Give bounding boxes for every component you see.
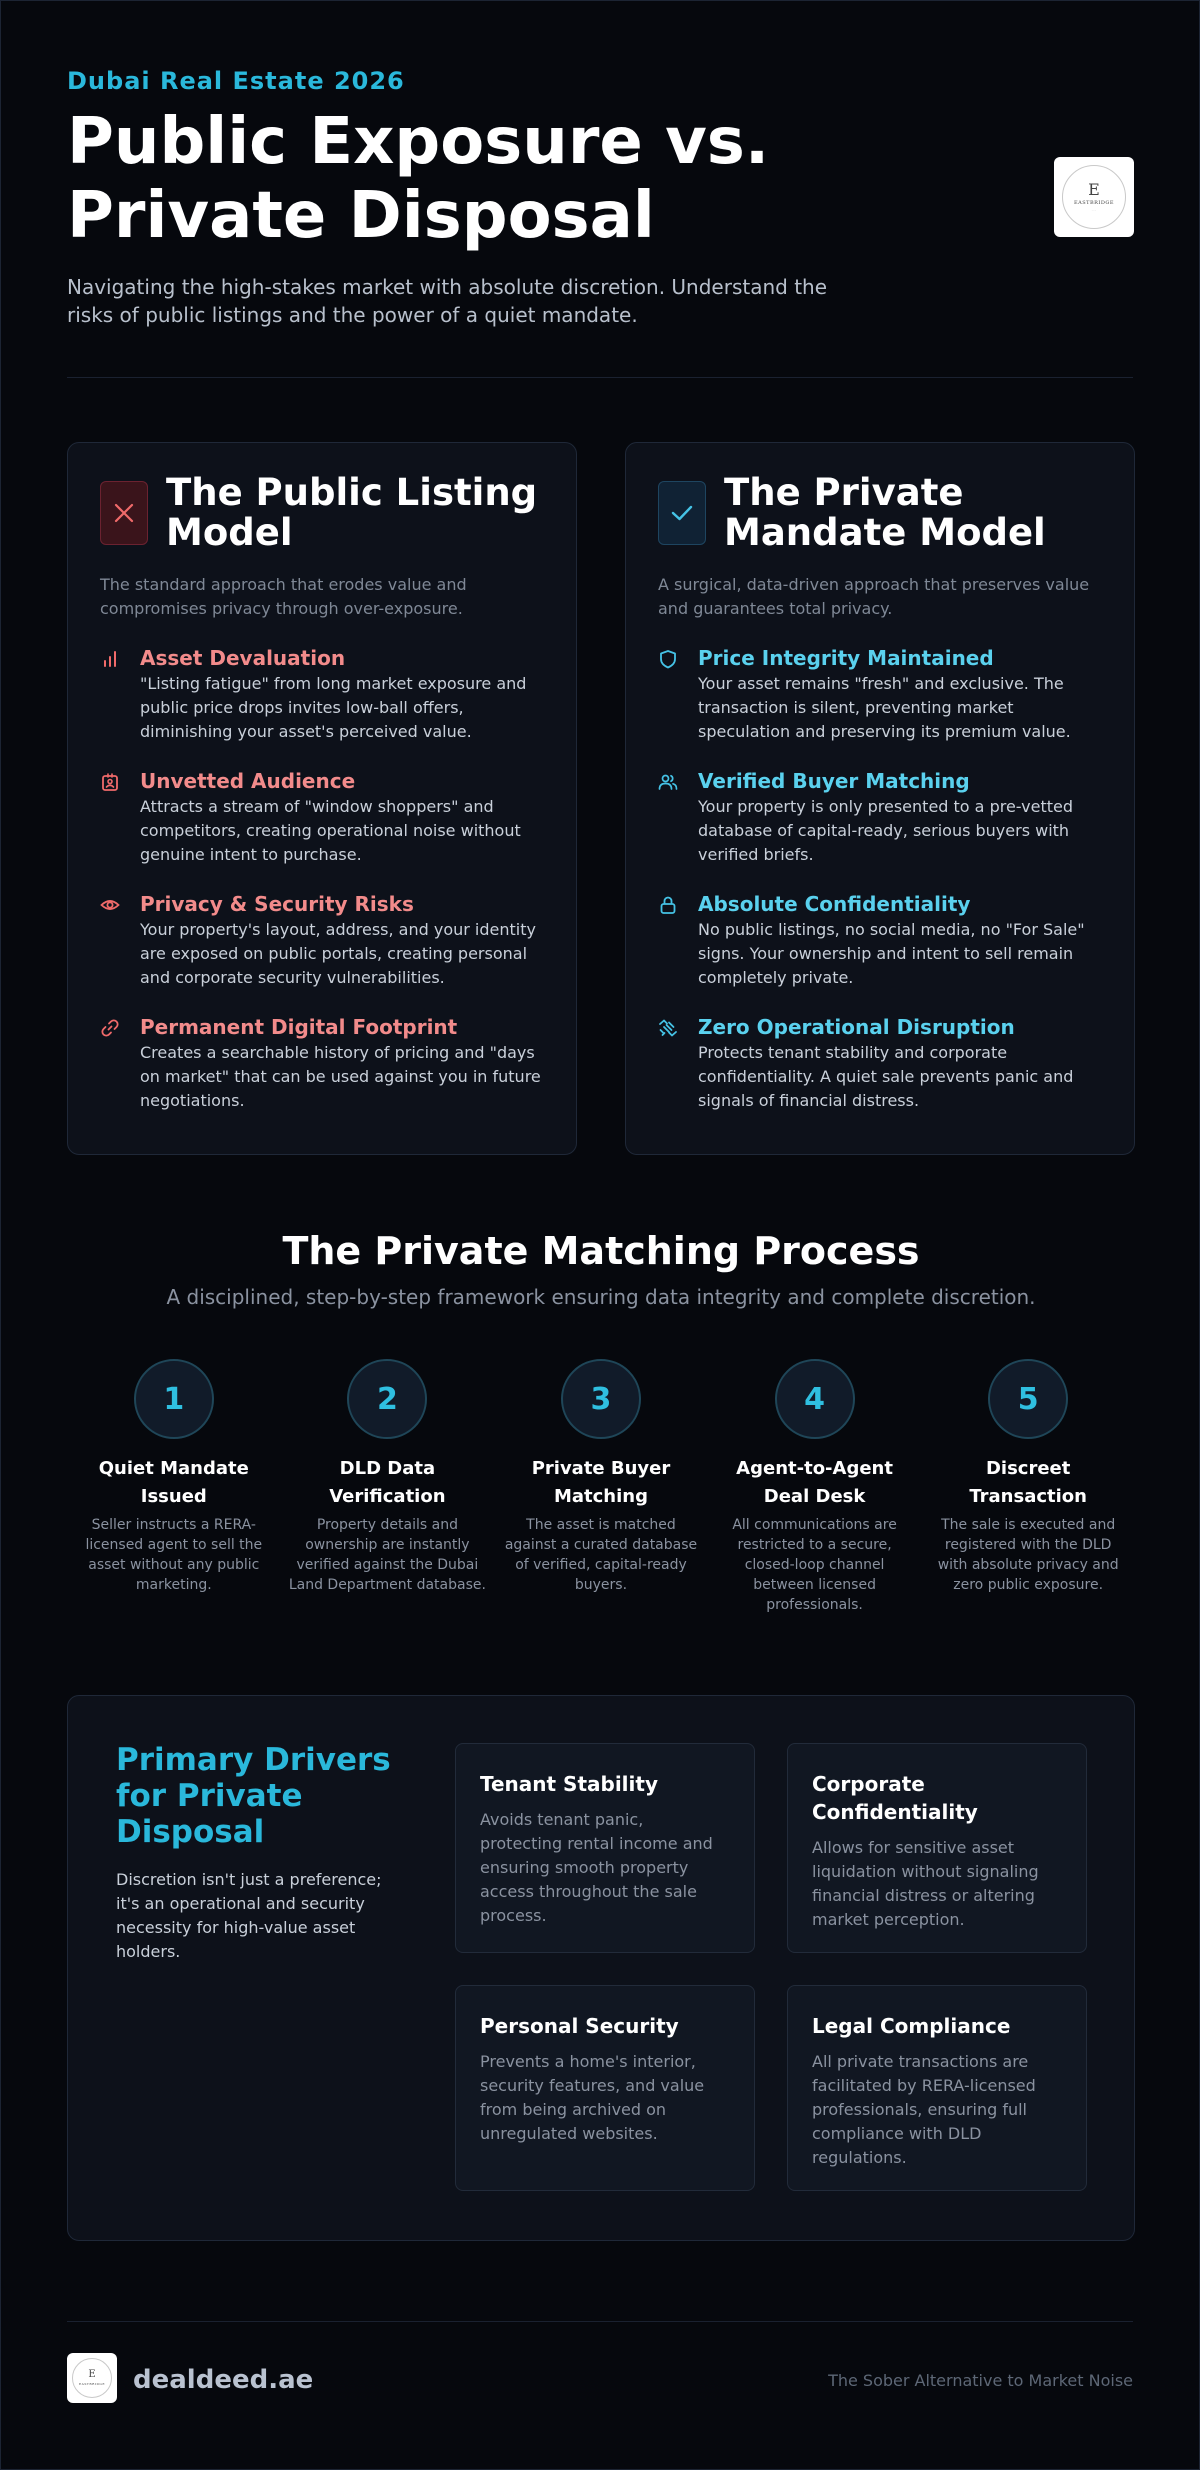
private-mandate-card [625, 442, 1135, 1155]
card-header [658, 473, 1102, 553]
driver-title: Legal Compliance [812, 2014, 1011, 2038]
list-item [100, 645, 544, 744]
header-divider [67, 377, 1133, 378]
item-title: Price Integrity Maintained [698, 646, 994, 670]
item-text: Creates a searchable history of pricing and "days on market" that can be used against you in future negotiations. [140, 1043, 541, 1110]
eyebrow-label: Dubai Real Estate 2026 [67, 67, 405, 95]
step-text: The asset is matched against a curated database of verified, capital-ready buyers. [504, 1517, 698, 1593]
footer-tagline: The Sober Alternative to Market Noise [828, 2371, 1133, 2390]
logo-fineprint: · · · [1091, 208, 1097, 212]
driver-card-corporate [787, 1743, 1087, 1953]
list-item [100, 1014, 544, 1113]
logo-seal [72, 2358, 112, 2398]
link-icon [100, 1018, 120, 1038]
item-title: Unvetted Audience [140, 769, 356, 793]
item-title: Asset Devaluation [140, 646, 346, 670]
item-text: Your property's layout, address, and your identity are exposed on public portals, creating personal and corporate security vulnerabilities. [140, 920, 536, 987]
footer-divider [67, 2321, 1133, 2322]
logo-seal [1062, 165, 1126, 229]
step-title: Private Buyer Matching [531, 1458, 671, 1507]
driver-title: Corporate Confidentiality [812, 1772, 978, 1824]
step-number: 4 [775, 1359, 855, 1439]
process-step [494, 1359, 708, 1615]
brand-logo-icon [1054, 157, 1134, 237]
footer-brand-link[interactable]: dealdeed.ae [133, 2365, 314, 2395]
drivers-title: Primary Drivers for Private Disposal [116, 1742, 391, 1850]
id-badge-icon [100, 772, 120, 792]
logo-wordmark: EASTBRIDGE [1073, 200, 1115, 206]
step-number: 1 [134, 1359, 214, 1439]
shield-icon [658, 649, 678, 669]
step-title: DLD Data Verification [329, 1458, 446, 1507]
step-number: 5 [988, 1359, 1068, 1439]
driver-card-legal [787, 1985, 1087, 2191]
eye-icon [100, 895, 120, 915]
process-step [281, 1359, 495, 1615]
step-number: 2 [347, 1359, 427, 1439]
item-text: Protects tenant stability and corporate confidentiality. A quiet sale prevents panic and signals of financial distress. [698, 1043, 1074, 1110]
list-item [658, 768, 1102, 867]
logo-monogram: E [1088, 180, 1100, 199]
item-text: "Listing fatigue" from long market exposure and public price drops invites low-ball offers, diminishing your asset's perceived value. [140, 674, 527, 741]
list-item [658, 1014, 1102, 1113]
driver-text: Allows for sensitive asset liquidation without signaling financial distress or altering market perception. [812, 1838, 1039, 1929]
step-title: Discreet Transaction [969, 1458, 1087, 1507]
card-description: The standard approach that erodes value and compromises privacy through over-exposure. [100, 575, 467, 618]
step-title: Agent-to-Agent Deal Desk [736, 1458, 893, 1507]
card-title: The Public Listing Model [166, 471, 538, 554]
driver-text: Prevents a home's interior, security features, and value from being archived on unregulated websites. [480, 2052, 705, 2143]
driver-title: Tenant Stability [480, 1772, 658, 1796]
list-item [100, 891, 544, 990]
driver-title: Personal Security [480, 2014, 679, 2038]
lock-icon [658, 895, 678, 915]
process-step [67, 1359, 281, 1615]
drivers-description: Discretion isn't just a preference; it's an operational and security necessity for high-value asset holders. [116, 1870, 382, 1961]
x-icon [100, 481, 148, 545]
step-text: Seller instructs a RERA-licensed agent to sell the asset without any public marketing. [85, 1517, 263, 1593]
item-title: Permanent Digital Footprint [140, 1015, 458, 1039]
page-subtitle: Navigating the high-stakes market with absolute discretion. Understand the risks of public listings and the power of a quiet mandate. [67, 275, 828, 327]
card-title: The Private Mandate Model [724, 471, 1046, 554]
item-title: Verified Buyer Matching [698, 769, 970, 793]
list-item [658, 891, 1102, 990]
step-text: All communications are restricted to a secure, closed-loop channel between licensed professionals. [732, 1517, 897, 1613]
process-step [708, 1359, 922, 1615]
item-text: No public listings, no social media, no "For Sale" signs. Your ownership and intent to sell remain completely private. [698, 920, 1085, 987]
driver-card-security [455, 1985, 755, 2191]
item-text: Attracts a stream of "window shoppers" and competitors, creating operational noise without genuine intent to purchase. [140, 797, 521, 864]
list-item [100, 768, 544, 867]
process-step [921, 1359, 1135, 1615]
step-title: Quiet Mandate Issued [98, 1458, 249, 1507]
process-steps [67, 1359, 1135, 1615]
users-icon [658, 772, 678, 792]
drivers-panel [67, 1695, 1135, 2241]
item-title: Privacy & Security Risks [140, 892, 414, 916]
process-title: The Private Matching Process [282, 1229, 920, 1273]
page-title: Public Exposure vs. Private Disposal [67, 105, 770, 253]
driver-card-tenant [455, 1743, 755, 1953]
logo-monogram: E [88, 2369, 96, 2380]
logo-wordmark: EASTBRIDGE [78, 2382, 106, 2386]
footer-logo-icon [67, 2353, 117, 2403]
step-text: The sale is executed and registered with the DLD with absolute privacy and zero public exposure. [937, 1517, 1119, 1593]
process-subtitle: A disciplined, step-by-step framework ensuring data integrity and complete discretion. [166, 1285, 1036, 1309]
list-item [658, 645, 1102, 744]
item-text: Your property is only presented to a pre-vetted database of capital-ready, serious buyers with verified briefs. [698, 797, 1073, 864]
item-text: Your asset remains "fresh" and exclusive. The transaction is silent, preventing market speculation and preserving its premium value. [698, 674, 1071, 741]
benefit-list [658, 645, 1102, 1113]
item-title: Absolute Confidentiality [698, 892, 971, 916]
step-number: 3 [561, 1359, 641, 1439]
step-text: Property details and ownership are instantly verified against the Dubai Land Department database. [288, 1517, 486, 1593]
public-listing-card [67, 442, 577, 1155]
driver-text: Avoids tenant panic, protecting rental income and ensuring smooth property access throughout the sale process. [480, 1810, 713, 1925]
card-header [100, 473, 544, 553]
card-description: A surgical, data-driven approach that preserves value and guarantees total privacy. [658, 575, 1090, 618]
risk-list [100, 645, 544, 1113]
driver-text: All private transactions are facilitated by RERA-licensed professionals, ensuring full compliance with DLD regulations. [812, 2052, 1036, 2167]
item-title: Zero Operational Disruption [698, 1015, 1015, 1039]
bar-chart-icon [100, 649, 120, 669]
check-icon [658, 481, 706, 545]
handshake-icon [658, 1018, 678, 1038]
